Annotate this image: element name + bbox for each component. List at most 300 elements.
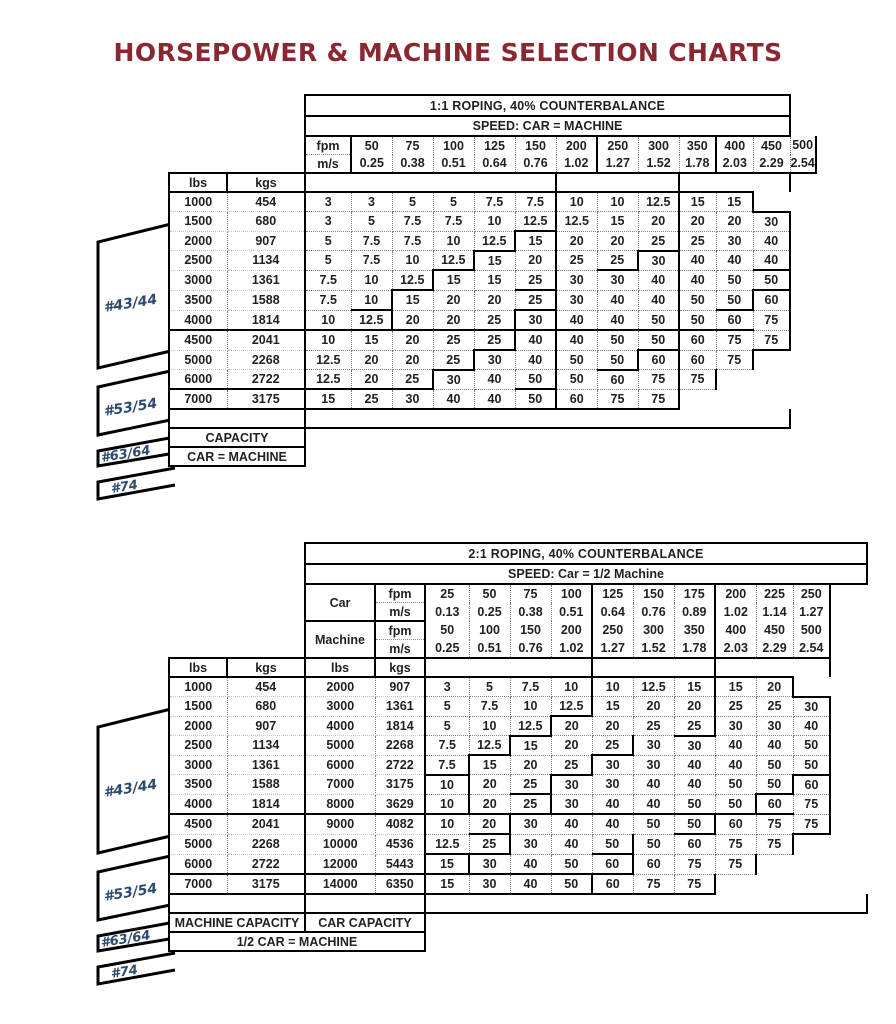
chart2-r2-ckgs: 1814: [375, 716, 425, 736]
page-title: HORSEPOWER & MACHINE SELECTION CHARTS: [113, 38, 783, 67]
chart1-r10-c0: 15: [305, 389, 351, 409]
chart2-r9-c8: [756, 854, 793, 874]
chart2-machine-fpm-6: 350: [674, 621, 715, 640]
chart2-r0-c0: 3: [425, 677, 469, 697]
chart2-car-ms-3: 0.51: [551, 603, 592, 622]
chart2-car-fpm-5: 150: [633, 584, 674, 603]
chart1-r3-c4: 15: [474, 251, 515, 271]
table-row: [169, 192, 816, 212]
chart2-r4-ckgs: 2722: [375, 755, 425, 775]
chart1-r7-c7: 50: [597, 330, 638, 350]
chart2-r3-c8: 40: [756, 736, 793, 756]
chart2-spacer-left: [169, 543, 305, 564]
chart1-fpm-label: fpm: [305, 136, 351, 155]
chart1-r4-c5: 25: [515, 270, 556, 290]
chart2-r3-clbs: 5000: [305, 736, 375, 756]
chart1-r8-c3: 25: [433, 350, 474, 370]
chart1-r6-c7: 40: [597, 310, 638, 330]
chart1-capacity-head-row: [169, 173, 816, 192]
chart1-r3-c11: 40: [753, 251, 790, 271]
chart2-r1-c2: 10: [510, 697, 551, 717]
chart2-r7-mkgs: 2041: [227, 814, 305, 834]
chart2-bottom-spacer-right: [425, 894, 867, 913]
chart1-r3-c6: 25: [556, 251, 597, 271]
chart2-r0-c5: 12.5: [633, 677, 674, 697]
chart2-r10-c8: [756, 874, 793, 894]
chart2-r10-c5: 75: [633, 874, 674, 894]
chart1-ms-2: 0.51: [433, 155, 474, 174]
chart1-r7-c9: 60: [679, 330, 716, 350]
chart2-car-fpm-2: 75: [510, 584, 551, 603]
chart1-ms-row: [169, 155, 816, 174]
chart1-r0-c3: 5: [433, 192, 474, 212]
chart2-bottom-spacer-car: [305, 894, 425, 913]
chart1-r7-c10: 75: [716, 330, 753, 350]
chart2-machine-fpm-label: fpm: [375, 621, 425, 640]
chart1-r9-lbs: 6000: [169, 370, 227, 390]
chart1-r3-c8: 30: [638, 251, 679, 271]
chart1-r5-c6: 30: [556, 290, 597, 310]
chart2-r6-c5: 40: [633, 794, 674, 814]
chart-1-1-roping: [168, 94, 817, 467]
chart1-footer-note: CAR = MACHINE: [169, 447, 305, 466]
chart2-r6-c9: 75: [793, 794, 830, 814]
chart1-r0-c2: 5: [392, 192, 433, 212]
chart2-r0-c4: 10: [592, 677, 633, 697]
table-row: [169, 330, 816, 350]
chart1-fpm-9: 400: [716, 136, 753, 155]
chart1-r6-c5: 30: [515, 310, 556, 330]
chart1-r1-kgs: 680: [227, 212, 305, 232]
chart2-r9-mlbs: 6000: [169, 854, 227, 874]
chart1-r1-c4: 10: [474, 212, 515, 232]
chart2-r5-c9: 60: [793, 775, 830, 795]
chart2-r5-c0: 10: [425, 775, 469, 795]
chart2-spacer-left-4: [169, 603, 305, 622]
chart1-r6-lbs: 4000: [169, 310, 227, 330]
chart1-r3-lbs: 2500: [169, 251, 227, 271]
chart1-r10-c5: 50: [515, 389, 556, 409]
chart1-r1-c9: 20: [679, 212, 716, 232]
bracket2-label-74: #74: [109, 962, 139, 982]
chart2-r0-c2: 7.5: [510, 677, 551, 697]
chart2-car-ms-label: m/s: [375, 603, 425, 622]
chart1-ms-8: 1.78: [679, 155, 716, 174]
chart2-r3-c7: 40: [715, 736, 756, 756]
chart2-r9-clbs: 12000: [305, 854, 375, 874]
chart1-r9-c2: 25: [392, 370, 433, 390]
table-row: [169, 874, 867, 894]
chart2-r8-c8: 75: [756, 834, 793, 854]
chart1-r0-c8: 12.5: [638, 192, 679, 212]
chart2-r10-c0: 15: [425, 874, 469, 894]
chart1-r10-lbs: 7000: [169, 389, 227, 409]
chart2-machine-ms-3: 1.02: [551, 640, 592, 659]
chart1-r2-c2: 7.5: [392, 231, 433, 251]
chart1-bottom-spacer-row: [169, 409, 816, 428]
chart-2-1-roping: [168, 542, 868, 952]
chart2-spacer-left-2: [169, 564, 305, 584]
chart2-machine-fpm-row: [169, 621, 867, 640]
chart2-r5-c1: 20: [469, 775, 510, 795]
chart2-r10-mkgs: 3175: [227, 874, 305, 894]
chart1-r7-c8: 50: [638, 330, 679, 350]
chart2-r9-c0: 15: [425, 854, 469, 874]
chart1-r5-c7: 40: [597, 290, 638, 310]
chart1-r7-c3: 25: [433, 330, 474, 350]
chart2-r6-mkgs: 1814: [227, 794, 305, 814]
chart2-r4-c2: 20: [510, 755, 551, 775]
chart1-r2-c3: 10: [433, 231, 474, 251]
table-row: [169, 350, 816, 370]
chart1-fpm-1: 75: [392, 136, 433, 155]
chart2-machine-ms-4: 1.27: [592, 640, 633, 659]
chart2-r2-c1: 10: [469, 716, 510, 736]
chart1-gray-band-3: [679, 173, 790, 192]
chart2-car-fpm-0: 25: [425, 584, 469, 603]
chart1-r9-c7: 60: [597, 370, 638, 390]
chart2-r9-c1: 30: [469, 854, 510, 874]
chart1-r8-c4: 30: [474, 350, 515, 370]
table-row: [169, 251, 816, 271]
chart1-r8-c10: 75: [716, 350, 753, 370]
chart1-fpm-10: 450: [753, 136, 790, 155]
chart2-r4-c4: 30: [592, 755, 633, 775]
chart1-r1-c7: 15: [597, 212, 638, 232]
chart2-r7-ckgs: 4082: [375, 814, 425, 834]
chart1-r3-c0: 5: [305, 251, 351, 271]
chart2-r9-ckgs: 5443: [375, 854, 425, 874]
chart1-head-lbs: lbs: [169, 173, 227, 192]
chart2-footer-note: 1/2 CAR = MACHINE: [169, 932, 425, 951]
chart2-car-ms-1: 0.25: [469, 603, 510, 622]
chart2-footer-note-row: [169, 932, 867, 951]
chart1-r5-c8: 40: [638, 290, 679, 310]
chart2-r5-mlbs: 3500: [169, 775, 227, 795]
chart1-r1-lbs: 1500: [169, 212, 227, 232]
chart1-r4-c0: 7.5: [305, 270, 351, 290]
chart1-r1-c3: 7.5: [433, 212, 474, 232]
chart1-r6-c10: 60: [716, 310, 753, 330]
chart1-r3-c3: 12.5: [433, 251, 474, 271]
chart2-car-fpm-4: 125: [592, 584, 633, 603]
chart2-r1-c7: 25: [715, 697, 756, 717]
chart2-r8-c6: 60: [674, 834, 715, 854]
chart2-r4-c3: 25: [551, 755, 592, 775]
chart2-r1-c3: 12.5: [551, 697, 592, 717]
chart2-r7-c7: 60: [715, 814, 756, 834]
chart2-r7-c0: 10: [425, 814, 469, 834]
chart2-r8-clbs: 10000: [305, 834, 375, 854]
chart1-r0-c11: [753, 192, 790, 212]
table-row: [169, 854, 867, 874]
bracket2-label-63-64: #63/64: [99, 928, 152, 951]
chart2-r6-mlbs: 4000: [169, 794, 227, 814]
chart1-r8-c9: 60: [679, 350, 716, 370]
chart2-r8-c0: 12.5: [425, 834, 469, 854]
chart2-r6-ckgs: 3629: [375, 794, 425, 814]
chart1-r3-c9: 40: [679, 251, 716, 271]
chart1-r8-c8: 60: [638, 350, 679, 370]
chart2-footer-pad-2: [425, 932, 867, 951]
chart2-car-ms-9: 1.27: [793, 603, 830, 622]
bracket-label-74: #74: [109, 477, 139, 497]
chart1-ms-label: m/s: [305, 155, 351, 174]
chart1-r8-c5: 40: [515, 350, 556, 370]
chart2-r8-c7: 75: [715, 834, 756, 854]
chart1-r6-c1: 12.5: [351, 310, 392, 330]
chart1-r3-c5: 20: [515, 251, 556, 271]
chart1-r8-c7: 50: [597, 350, 638, 370]
chart1-r7-c6: 40: [556, 330, 597, 350]
chart2-gray-band-3: [715, 658, 830, 677]
chart2-r4-c7: 40: [715, 755, 756, 775]
bracket2-label-43-44: #43/44: [102, 776, 159, 801]
chart2-r5-ckgs: 3175: [375, 775, 425, 795]
chart1-r0-lbs: 1000: [169, 192, 227, 212]
chart2-car-ms-0: 0.13: [425, 603, 469, 622]
chart2-r2-clbs: 4000: [305, 716, 375, 736]
chart2-footer-car: CAR CAPACITY: [305, 913, 425, 932]
chart2-r2-mkgs: 907: [227, 716, 305, 736]
chart2-r5-c3: 30: [551, 775, 592, 795]
chart2-r0-c3: 10: [551, 677, 592, 697]
chart1-fpm-4: 150: [515, 136, 556, 155]
chart2-r5-clbs: 7000: [305, 775, 375, 795]
chart2-head-mkgs: kgs: [227, 658, 305, 677]
table-row: [169, 814, 867, 834]
chart1-r3-c7: 25: [597, 251, 638, 271]
chart2-r1-c5: 20: [633, 697, 674, 717]
chart2-car-fpm-6: 175: [674, 584, 715, 603]
chart1-fpm-0: 50: [351, 136, 392, 155]
chart2-capacity-head-row: [169, 658, 867, 677]
chart1-r10-c8: 75: [638, 389, 679, 409]
chart2-r8-mkgs: 2268: [227, 834, 305, 854]
chart1-r9-c11: [753, 370, 790, 390]
chart2-r1-c4: 15: [592, 697, 633, 717]
chart1-r4-kgs: 1361: [227, 270, 305, 290]
chart1-r0-c0: 3: [305, 192, 351, 212]
chart1-fpm-8: 350: [679, 136, 716, 155]
chart1-r2-c4: 12.5: [474, 231, 515, 251]
chart2-r2-c8: 30: [756, 716, 793, 736]
chart1-r4-c9: 40: [679, 270, 716, 290]
chart1-r8-c6: 50: [556, 350, 597, 370]
chart2-r0-c6: 15: [674, 677, 715, 697]
chart2-r9-c6: 75: [674, 854, 715, 874]
table-row: [169, 290, 816, 310]
chart2-car-fpm-7: 200: [715, 584, 756, 603]
bracket2-label-53-54: #53/54: [102, 880, 159, 905]
chart2-car-ms-4: 0.64: [592, 603, 633, 622]
chart1-ms-5: 1.02: [556, 155, 597, 174]
chart1-r2-c9: 25: [679, 231, 716, 251]
chart2-bottom-spacer-machine: [169, 894, 305, 913]
bracket-label-43-44: #43/44: [102, 291, 159, 316]
chart2-r2-c3: 20: [551, 716, 592, 736]
chart2-machine-fpm-0: 50: [425, 621, 469, 640]
chart1-fpm-3: 125: [474, 136, 515, 155]
chart2-r4-c5: 30: [633, 755, 674, 775]
chart1-r0-c7: 10: [597, 192, 638, 212]
chart2-machine-ms-1: 0.51: [469, 640, 510, 659]
chart2-machine-fpm-3: 200: [551, 621, 592, 640]
chart1-r6-c2: 20: [392, 310, 433, 330]
chart2-r6-c6: 50: [674, 794, 715, 814]
chart1-r9-c10: [716, 370, 753, 390]
chart2-machine-ms-2: 0.76: [510, 640, 551, 659]
chart1-r7-lbs: 4500: [169, 330, 227, 350]
chart1-r9-c0: 12.5: [305, 370, 351, 390]
chart2-r1-c6: 20: [674, 697, 715, 717]
chart1-r5-kgs: 1588: [227, 290, 305, 310]
chart2-r5-c2: 25: [510, 775, 551, 795]
chart1-spacer-left: [169, 95, 305, 116]
chart1-footer-title-row: [169, 428, 816, 447]
table-row: [169, 212, 816, 232]
chart2-r6-c3: 30: [551, 794, 592, 814]
chart2-head-mlbs: lbs: [169, 658, 227, 677]
chart2-r1-clbs: 3000: [305, 697, 375, 717]
chart2-r1-c9: 30: [793, 697, 830, 717]
table-row: [169, 775, 867, 795]
chart2-machine-ms-8: 2.29: [756, 640, 793, 659]
chart1-r4-lbs: 3000: [169, 270, 227, 290]
chart1-r6-c8: 50: [638, 310, 679, 330]
chart1-ms-9: 2.03: [716, 155, 753, 174]
chart2-r7-c5: 50: [633, 814, 674, 834]
chart1-speed-note: SPEED: CAR = MACHINE: [305, 116, 790, 136]
chart1-r7-kgs: 2041: [227, 330, 305, 350]
chart1-r7-c5: 40: [515, 330, 556, 350]
chart2-car-ms-7: 1.02: [715, 603, 756, 622]
chart1-r0-c9: 15: [679, 192, 716, 212]
chart1-r0-kgs: 454: [227, 192, 305, 212]
chart1-r6-c0: 10: [305, 310, 351, 330]
chart1-r6-c9: 50: [679, 310, 716, 330]
chart1-bottom-spacer-left: [169, 409, 305, 428]
chart2-r8-c4: 50: [592, 834, 633, 854]
chart2-r9-mkgs: 2722: [227, 854, 305, 874]
chart2-r7-mlbs: 4500: [169, 814, 227, 834]
chart2-r9-c7: 75: [715, 854, 756, 874]
chart1-r5-c0: 7.5: [305, 290, 351, 310]
chart2-r3-c5: 30: [633, 736, 674, 756]
chart2-banner: 2:1 ROPING, 40% COUNTERBALANCE: [305, 543, 867, 564]
chart2-r10-c3: 50: [551, 874, 592, 894]
chart2-head-ckgs: kgs: [375, 658, 425, 677]
chart2-r0-c8: 20: [756, 677, 793, 697]
chart2-r4-c8: 50: [756, 755, 793, 775]
chart2-r6-c7: 50: [715, 794, 756, 814]
table-row: [169, 794, 867, 814]
chart1-r10-c11: [753, 389, 790, 409]
chart1-r1-c2: 7.5: [392, 212, 433, 232]
chart2-machine-fpm-8: 450: [756, 621, 793, 640]
chart1-r2-c1: 7.5: [351, 231, 392, 251]
chart1-r1-c8: 20: [638, 212, 679, 232]
chart1-r3-c2: 10: [392, 251, 433, 271]
chart1-r5-c9: 50: [679, 290, 716, 310]
chart2-r10-c2: 40: [510, 874, 551, 894]
chart1-r9-kgs: 2722: [227, 370, 305, 390]
chart1-spacer-left-2: [169, 116, 305, 136]
chart2-r7-c3: 40: [551, 814, 592, 834]
chart2-r2-c6: 25: [674, 716, 715, 736]
table-row: [169, 310, 816, 330]
chart2-r0-c1: 5: [469, 677, 510, 697]
chart1-r6-c6: 40: [556, 310, 597, 330]
chart2-machine-ms-row: [169, 640, 867, 659]
chart1-footer-pad-2: [305, 447, 790, 466]
chart1-r10-c6: 60: [556, 389, 597, 409]
chart1-r8-c11: [753, 350, 790, 370]
chart2-gray-band-1: [425, 658, 592, 677]
chart2-car-fpm-8: 225: [756, 584, 793, 603]
chart1-fpm-7: 300: [638, 136, 679, 155]
chart2-r1-c0: 5: [425, 697, 469, 717]
chart2-r4-c0: 7.5: [425, 755, 469, 775]
chart2-r10-ckgs: 6350: [375, 874, 425, 894]
chart1-ms-1: 0.38: [392, 155, 433, 174]
chart2-car-fpm-9: 250: [793, 584, 830, 603]
chart2-footer-pad-1: [425, 913, 867, 932]
chart2-r9-c3: 50: [551, 854, 592, 874]
chart2-footer-machine: MACHINE CAPACITY: [169, 913, 305, 932]
chart2-r4-mlbs: 3000: [169, 755, 227, 775]
chart1-r7-c2: 20: [392, 330, 433, 350]
table-row: [169, 697, 867, 717]
chart2-r1-mkgs: 680: [227, 697, 305, 717]
table-row: [169, 736, 867, 756]
chart1-r5-c4: 20: [474, 290, 515, 310]
chart2-spacer-left-5: [169, 621, 305, 640]
chart2-r10-clbs: 14000: [305, 874, 375, 894]
chart1-r2-c8: 25: [638, 231, 679, 251]
chart1-ms-3: 0.64: [474, 155, 515, 174]
chart2-r3-mkgs: 1134: [227, 736, 305, 756]
chart1-gray-band-2: [556, 173, 679, 192]
chart1-fpm-row: [169, 136, 816, 155]
chart2-r5-c7: 50: [715, 775, 756, 795]
chart2-r3-c3: 20: [551, 736, 592, 756]
chart2-r4-mkgs: 1361: [227, 755, 305, 775]
chart2-spacer-left-3: [169, 584, 305, 603]
table-row: [169, 389, 816, 409]
chart2-machine-ms-label: m/s: [375, 640, 425, 659]
chart1-r1-c10: 20: [716, 212, 753, 232]
chart2-r7-c2: 30: [510, 814, 551, 834]
chart1-ms-0: 0.25: [351, 155, 392, 174]
table-row: [169, 677, 867, 697]
chart2-r5-c5: 40: [633, 775, 674, 795]
chart1-bottom-spacer-right: [305, 409, 790, 428]
chart2-r0-ckgs: 907: [375, 677, 425, 697]
chart2-r8-c5: 50: [633, 834, 674, 854]
chart1-r10-c10: [716, 389, 753, 409]
chart2-r10-c9: [793, 874, 830, 894]
chart1-r2-kgs: 907: [227, 231, 305, 251]
chart2-speed-note: SPEED: Car = 1/2 Machine: [305, 564, 867, 584]
chart1-spacer-left-3: [169, 136, 305, 155]
chart2-r7-c9: 75: [793, 814, 830, 834]
chart2-r1-c8: 25: [756, 697, 793, 717]
chart2-r9-c9: [793, 854, 830, 874]
chart1-ms-10: 2.29: [753, 155, 790, 174]
chart2-r10-mlbs: 7000: [169, 874, 227, 894]
chart1-r1-c6: 12.5: [556, 212, 597, 232]
